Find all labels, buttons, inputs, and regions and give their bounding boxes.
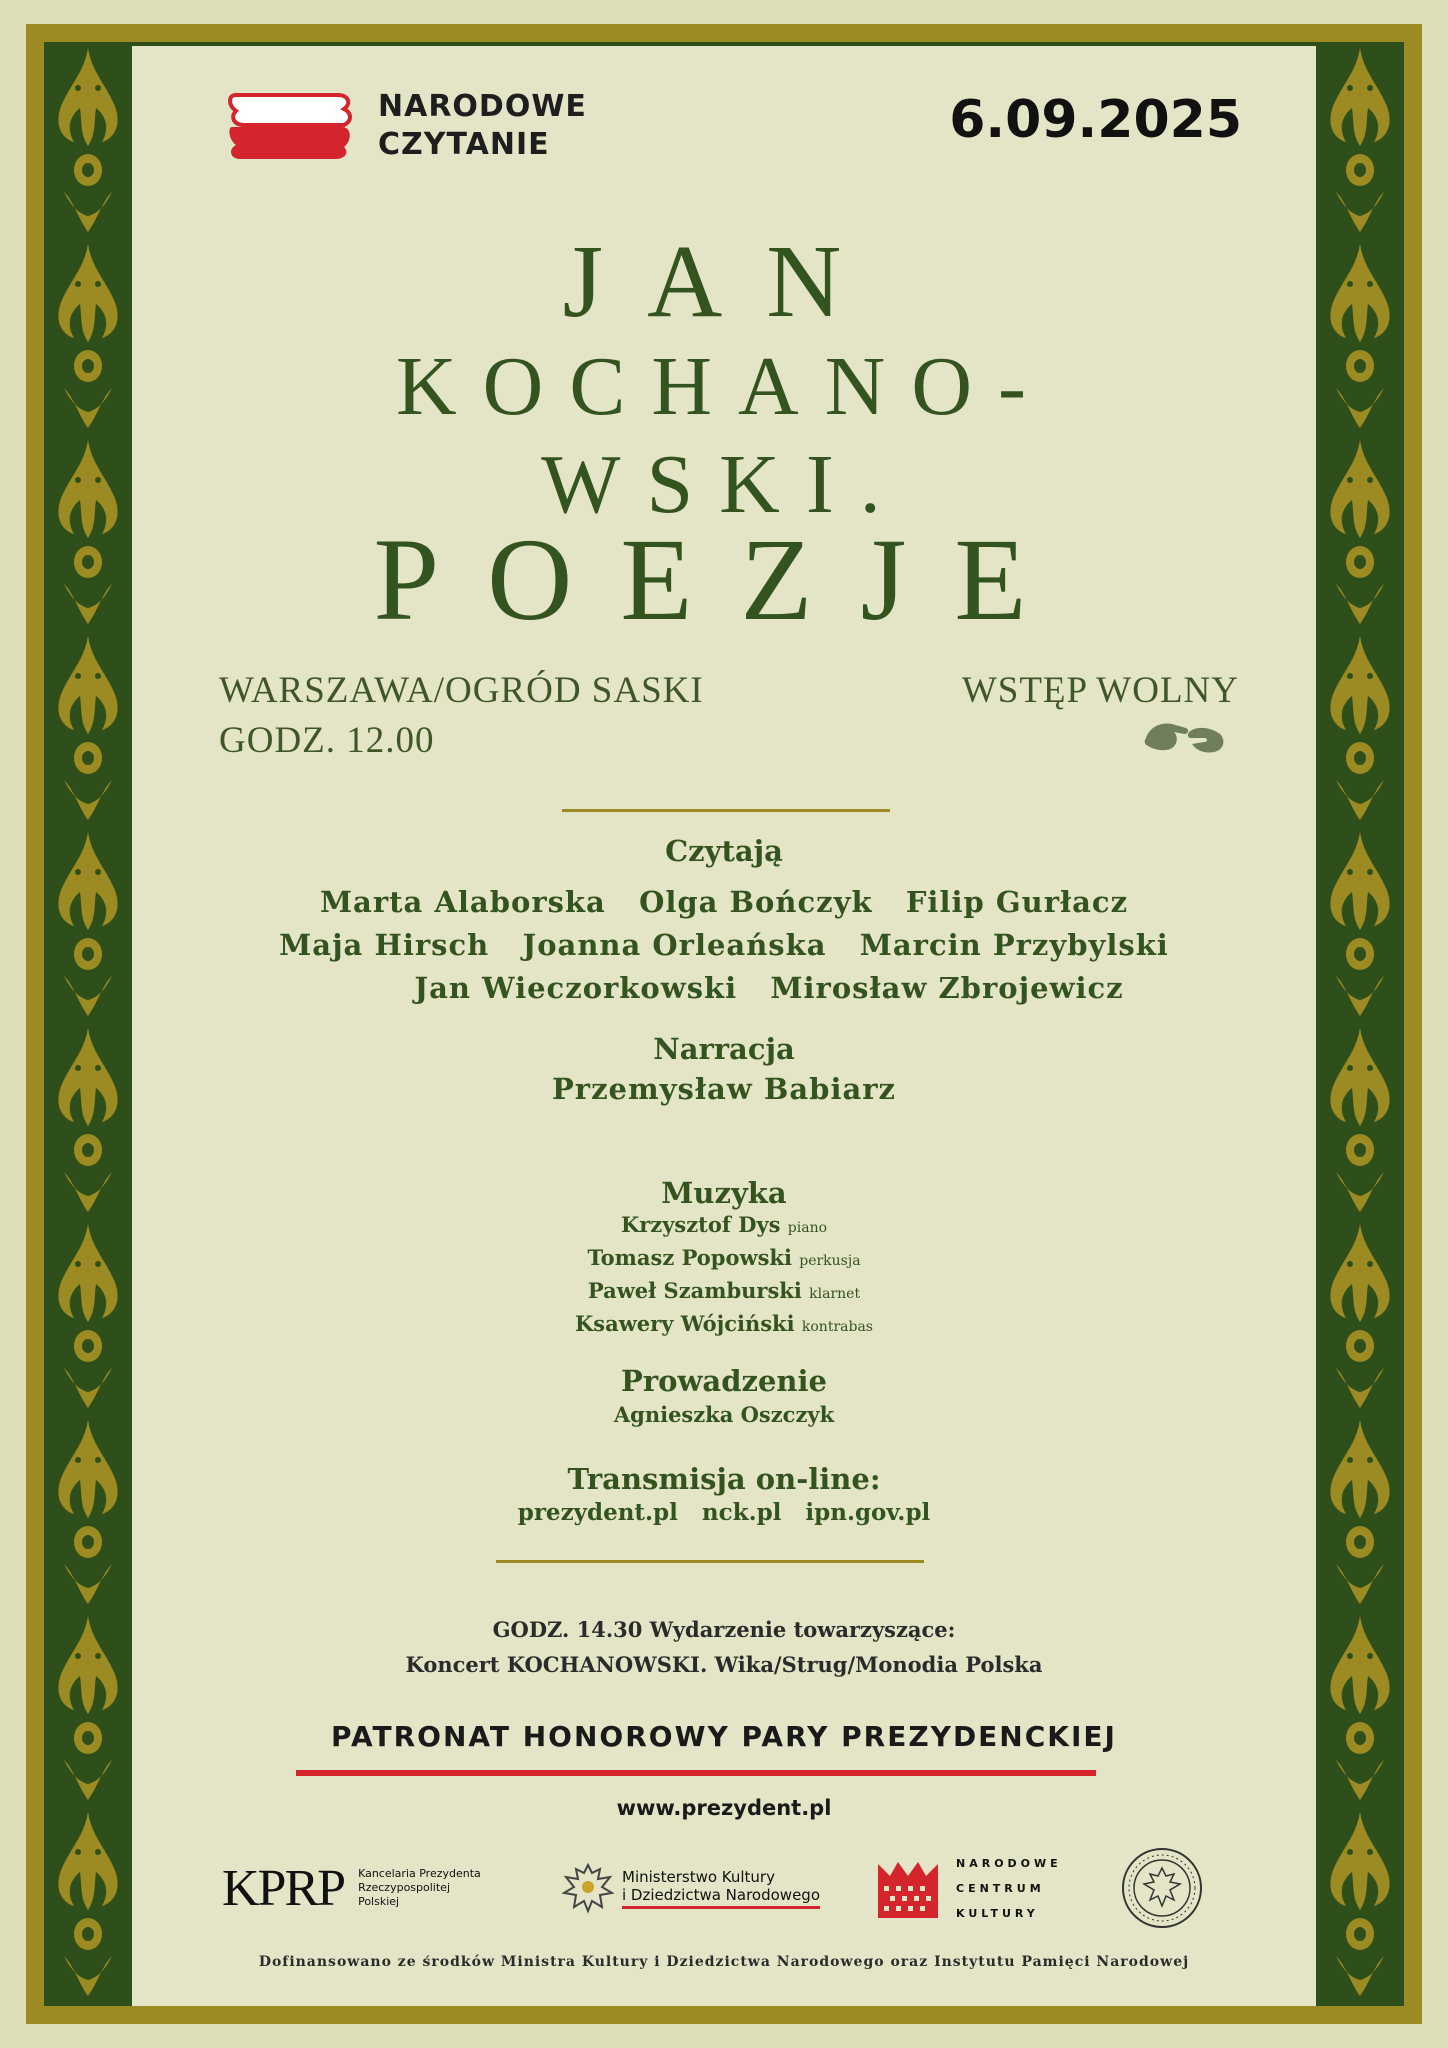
nck-line3: KULTURY [956, 1906, 1039, 1920]
musician-name: Ksawery Wójciński [575, 1311, 795, 1336]
kprp-text [358, 1867, 481, 1909]
readers-heading: Czytają [665, 834, 783, 868]
kprp-line3: Polskiej [358, 1895, 400, 1908]
musician-name: Krzysztof Dys [620, 1212, 781, 1237]
musician-item [132, 1243, 1316, 1276]
ministry-line2: i Dziedzictwa Narodowego [622, 1885, 820, 1904]
side-event-line1: GODZ. 14.30 Wydarzenie towarzyszące: [492, 1617, 956, 1642]
eagle-icon [562, 1861, 614, 1915]
nck-logo [876, 1848, 1062, 1928]
musician-instrument: kontrabas [801, 1319, 873, 1335]
nck-line1: NARODOWE [956, 1856, 1062, 1870]
brand-name [378, 88, 587, 164]
musician-name: Tomasz Popowski [587, 1245, 792, 1270]
brand-line2: CZYTANIE [378, 127, 550, 162]
kprp-line1: Kancelaria Prezydenta [358, 1867, 481, 1880]
narration-name: Przemysław Babiarz [551, 1072, 896, 1106]
musician-name: Paweł Szamburski [587, 1278, 802, 1303]
nck-text [956, 1851, 1062, 1926]
narration-heading: Narracja [653, 1032, 795, 1066]
brand-line1: NARODOWE [378, 89, 587, 124]
musician-instrument: klarnet [809, 1286, 861, 1302]
music-heading: Muzyka [661, 1176, 787, 1210]
musician-item [132, 1210, 1316, 1243]
funding-note: Dofinansowano ze środków Ministra Kultury i Dziedzictwa Narodowego oraz Instytutu Pamięci Narodowej [258, 1954, 1190, 1970]
patronage-text: PATRONAT HONOROWY PARY PREZYDENCKIEJ [331, 1720, 1117, 1753]
nck-crown-icon [876, 1856, 940, 1920]
host-name: Agnieszka Oszczyk [613, 1402, 835, 1427]
divider-top [562, 809, 890, 812]
title-line4: POEZJE [373, 514, 1075, 645]
musician-item [132, 1309, 1316, 1342]
narodowe-czytanie-logo [226, 88, 587, 164]
sign-language-icon [1142, 716, 1228, 756]
free-entry: WSTĘP WOLNY [961, 670, 1239, 711]
readers-row1: Marta Alaborska Olga Bończyk Filip Gurłacz [319, 885, 1129, 919]
ministry-text [622, 1868, 820, 1909]
readers-row3: Jan Wieczorkowski Mirosław Zbrojewicz [414, 971, 1124, 1005]
ministry-line1: Ministerstwo Kultury [622, 1867, 775, 1886]
readers-row2: Maja Hirsch Joanna Orleańska Marcin Przybylski [279, 928, 1169, 962]
kprp-logo [222, 1848, 481, 1928]
broadcast-heading: Transmisja on-line: [567, 1462, 881, 1496]
divider-bottom [496, 1560, 924, 1563]
ministry-logo [562, 1848, 820, 1928]
title-line2: KOCHANO- [396, 340, 1052, 433]
left-ornament-border [44, 42, 132, 2006]
title-line1: JAN [562, 224, 886, 339]
music-list [132, 1210, 1316, 1342]
side-event-line2: Koncert KOCHANOWSKI. Wika/Strug/Monodia Polska [405, 1652, 1043, 1677]
kprp-line2: Rzeczypospolitej [358, 1881, 450, 1894]
broadcast-links: prezydent.pl nck.pl ipn.gov.pl [517, 1499, 931, 1526]
musician-instrument: piano [787, 1220, 828, 1236]
event-time: GODZ. 12.00 [219, 720, 435, 761]
book-icon [226, 91, 354, 161]
event-date: 6.09.2025 [949, 90, 1242, 150]
nck-line2: CENTRUM [956, 1881, 1045, 1895]
musician-item [132, 1276, 1316, 1309]
right-ornament-border [1316, 42, 1404, 2006]
musician-instrument: perkusja [799, 1253, 861, 1269]
host-heading: Prowadzenie [621, 1364, 827, 1398]
event-location-block [219, 666, 704, 766]
website: www.prezydent.pl [616, 1796, 832, 1820]
ipn-seal-icon [1120, 1846, 1204, 1930]
ipn-logo [1120, 1848, 1204, 1928]
event-location: WARSZAWA/OGRÓD SASKI [219, 670, 704, 711]
title-line3: WSKI. [541, 438, 907, 531]
patronage-underline [296, 1770, 1096, 1776]
kprp-mark: KPRP [222, 1859, 345, 1917]
